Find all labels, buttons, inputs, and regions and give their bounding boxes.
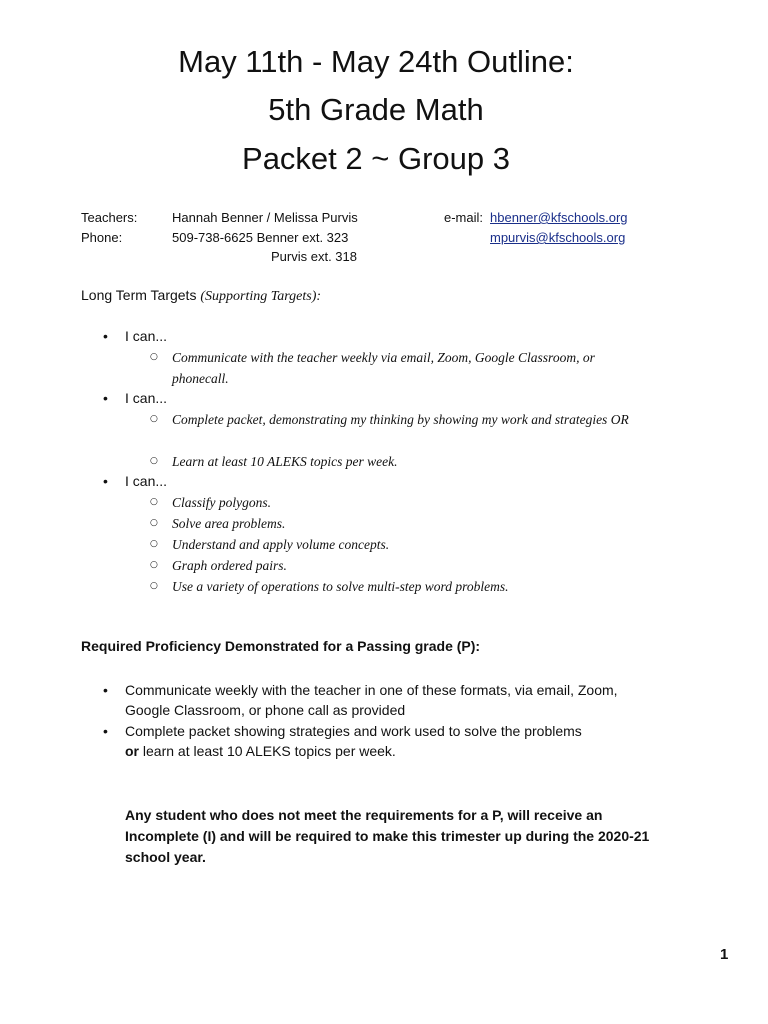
email-link-purvis[interactable]: mpurvis@kfschools.org <box>490 230 626 245</box>
purvis-extension: Purvis ext. 318 <box>271 249 357 264</box>
teachers-value: Hannah Benner / Melissa Purvis <box>172 210 358 225</box>
circle-bullet-icon: ○ <box>150 560 158 570</box>
bullet-icon: • <box>103 682 108 698</box>
circle-bullet-icon: ○ <box>150 352 158 362</box>
page-number: 1 <box>720 946 729 963</box>
circle-bullet-icon: ○ <box>150 497 158 507</box>
circle-bullet-icon: ○ <box>150 518 158 528</box>
supporting-targets-label: (Supporting Targets): <box>200 289 322 304</box>
circle-bullet-icon: ○ <box>150 581 158 591</box>
long-term-targets-label: Long Term Targets <box>81 287 197 303</box>
bullet-label: I can... <box>125 473 168 489</box>
teachers-label: Teachers: <box>81 210 138 225</box>
circle-bullet-icon: ○ <box>150 539 158 549</box>
phone-value: 509-738-6625 Benner ext. 323 <box>172 230 349 245</box>
page-title-line-3: Packet 2 ~ Group 3 <box>242 141 510 176</box>
bullet-label: I can... <box>125 390 168 406</box>
bullet-icon: • <box>103 390 108 406</box>
bullet-label: I can... <box>125 328 168 344</box>
bullet-icon: • <box>103 328 108 344</box>
requirements-heading: Required Proficiency Demonstrated for a Passing grade (P): <box>81 638 481 654</box>
email-label: e-mail: <box>444 210 484 225</box>
circle-bullet-icon: ○ <box>150 414 158 424</box>
incomplete-warning: Any student who does not meet the requirements for a P, will receive an Incomplete (I) and will be required to make this trimester up during the 2020-21 school year. <box>125 807 650 865</box>
bullet-icon: • <box>103 473 108 489</box>
page-title-line-2: 5th Grade Math <box>268 92 484 127</box>
page-title-line-1: May 11th - May 24th Outline: <box>178 44 574 79</box>
email-link-benner[interactable]: hbenner@kfschools.org <box>490 210 628 225</box>
requirement-text: Complete packet showing strategies and work used to solve the problems <box>125 723 582 739</box>
long-term-targets-heading <box>81 287 321 305</box>
or-word: or <box>125 743 139 759</box>
bullet-icon: • <box>103 723 108 739</box>
circle-bullet-icon: ○ <box>150 456 158 466</box>
requirement-or-text: learn at least 10 ALEKS topics per week. <box>139 743 396 759</box>
phone-label: Phone: <box>81 230 123 245</box>
